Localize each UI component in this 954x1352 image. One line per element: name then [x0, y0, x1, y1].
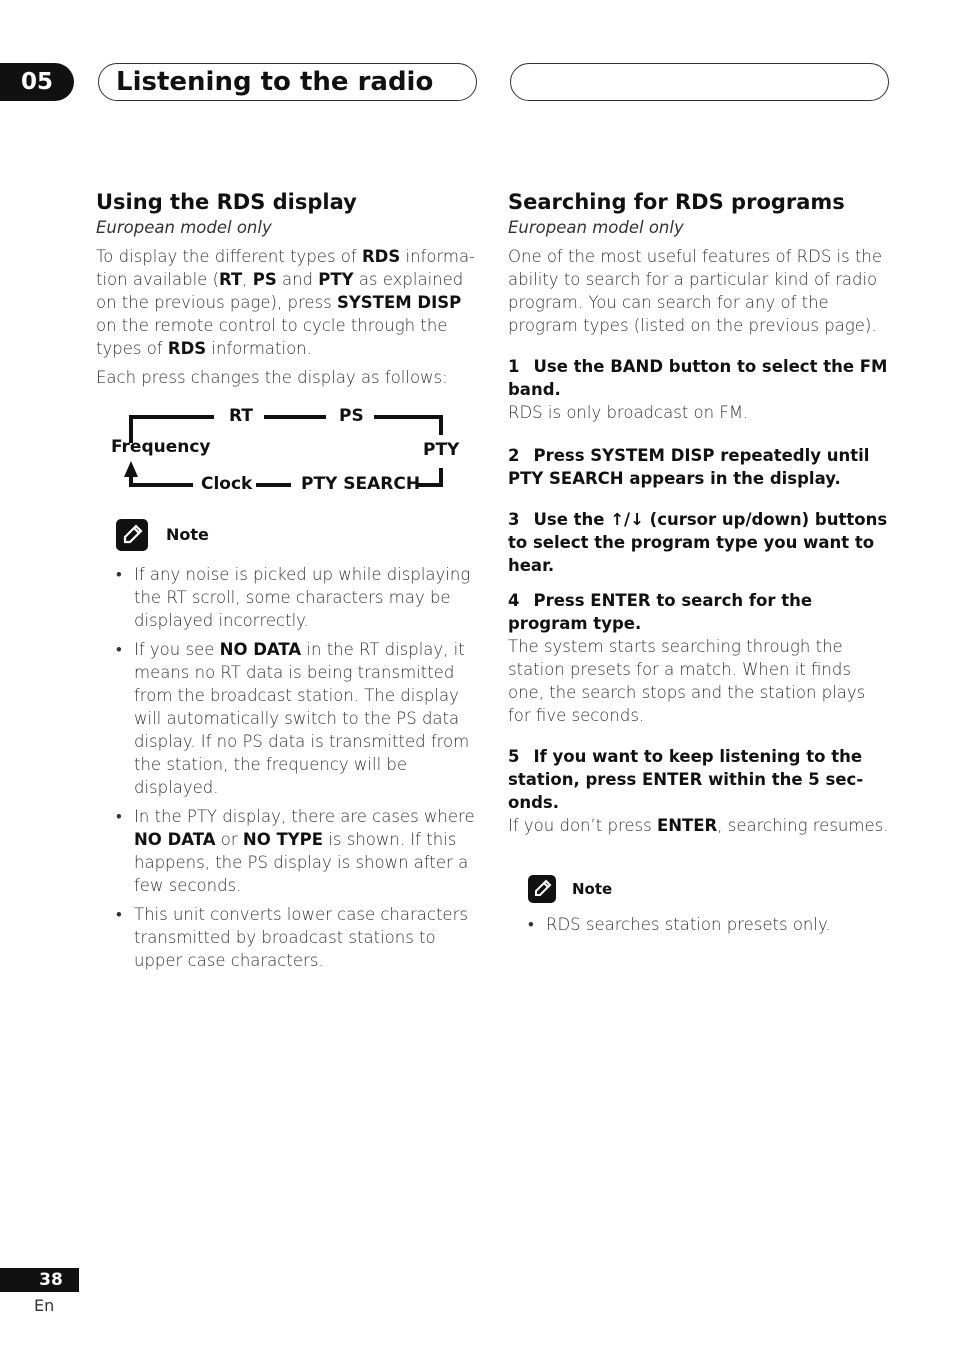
note-item: • If you see NO DATA in the RT display, it means no RT data is being transmitted from the broadcast station. The display will automatically switch to the PS data display. If no PS data is transmitted from the station, the frequency will be displayed.	[96, 638, 478, 799]
section-heading-rds-display: Using the RDS display	[96, 190, 357, 214]
note-item: • RDS searches station presets only.	[508, 913, 892, 936]
note-header	[116, 519, 478, 555]
page-title: Listening to the radio	[116, 67, 434, 97]
step-1-body: RDS is only broadcast on FM.	[508, 403, 749, 422]
cursor-arrows-icon: ↑/↓	[610, 510, 644, 529]
note-title: Note	[166, 525, 209, 544]
note-title: Note	[572, 880, 613, 898]
model-note: European model only	[508, 218, 684, 237]
label-frequency: Frequency	[111, 437, 211, 457]
step-1: 1 Use the BAND button to select the FM band.	[508, 357, 888, 399]
note-item: • This unit converts lower case characters transmitted by broadcast stations to upper case characters.	[96, 903, 478, 972]
line-ps-pty	[374, 417, 441, 435]
label-ps: PS	[339, 406, 364, 426]
pencil-note-icon	[528, 875, 556, 903]
note-item: • If any noise is picked up while displaying the RT scroll, some characters may be displayed incorrectly.	[96, 563, 478, 632]
note-list	[508, 913, 892, 936]
pencil-note-icon	[116, 519, 148, 551]
left-column	[96, 188, 478, 978]
intro-paragraph: To display the different types of RDS informa-tion available (RT, PS and PTY as explained on the previous page), press SYSTEM DISP on the remote control to cycle through the types of RDS information.	[96, 247, 476, 358]
step-3: 3 Use the ↑/↓ (cursor up/down) buttons to select the program type you want to hear.	[508, 510, 888, 575]
label-pty: PTY	[423, 440, 460, 460]
step-5-body: If you don’t press ENTER, searching resumes.	[508, 816, 889, 835]
chapter-number-tab: 05	[0, 63, 74, 101]
note-header	[528, 875, 892, 911]
step-5: 5 If you want to keep listening to the station, press ENTER within the 5 sec-onds.	[508, 747, 864, 812]
note-item: • In the PTY display, there are cases where NO DATA or NO TYPE is shown. If this happens, the PS display is shown after a few seconds.	[96, 805, 478, 897]
pencil-icon	[116, 519, 148, 551]
display-cycle-diagram	[96, 403, 478, 513]
line-clock-freq	[131, 475, 193, 485]
model-note: European model only	[96, 218, 272, 237]
arrow-up-icon	[124, 461, 138, 477]
right-column	[508, 188, 892, 942]
pencil-icon	[528, 875, 556, 903]
label-clock: Clock	[201, 474, 253, 494]
cycle-lines	[96, 403, 478, 513]
step-4-body: The system starts searching through the station presets for a match. When it finds one, the search stops and the station plays for five seconds.	[508, 637, 866, 725]
empty-header-frame	[510, 63, 889, 101]
step-4: 4 Press ENTER to search for the program type.	[508, 591, 813, 633]
page-number: 38	[0, 1268, 79, 1292]
step-2: 2 Press SYSTEM DISP repeatedly until PTY SEARCH appears in the display.	[508, 446, 870, 488]
note-list	[96, 563, 478, 972]
label-pty-search: PTY SEARCH	[301, 474, 421, 494]
label-rt: RT	[229, 406, 253, 426]
each-press-text: Each press changes the display as follows:	[96, 368, 448, 387]
section-heading-search: Searching for RDS programs	[508, 190, 845, 214]
language-code: En	[34, 1296, 55, 1315]
intro-paragraph: One of the most useful features of RDS is the ability to search for a particular kind of radio program. You can search for any of the program types (listed on the previous page).	[508, 247, 883, 335]
